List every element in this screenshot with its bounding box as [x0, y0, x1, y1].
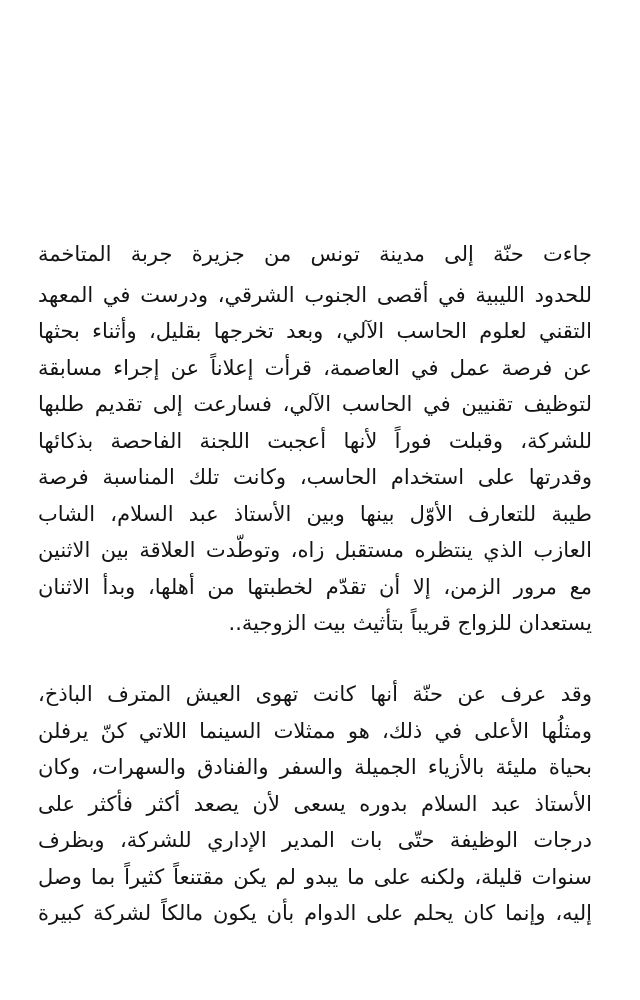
- paragraph-line: درجات الوظيفة حتّى بات المدير الإداري للشركة، وبظرف: [38, 828, 592, 852]
- paragraph-line: سنوات قليلة، ولكنه على ما يبدو لم يكن مقتنعاً كثيراً بما وصل: [38, 864, 592, 889]
- paragraph-line: عن فرصة عمل في العاصمة، قرأت إعلاناً عن إجراء مسابقة: [38, 355, 592, 380]
- paragraph-line: جاءت حنّة إلى مدينة تونس من جزيرة جربة المتاخمة: [38, 242, 592, 266]
- paragraph-line: لتوظيف تقنيين في الحاسب الآلي، فسارعت إلى تقديم طلبها: [38, 392, 592, 416]
- paragraph-line: الأستاذ عبد السلام بدوره يسعى لأن يصعد أكثر فأكثر على: [38, 791, 592, 816]
- paragraph-line: للشركة، وقبلت فوراً لأنها أعجبت اللجنة الفاحصة بذكائها: [38, 428, 592, 453]
- paragraph-line: العازب الذي ينتظره مستقبل زاه، وتوطّدت العلاقة بين الاثنين: [38, 538, 592, 562]
- paragraph-line: التقني لعلوم الحاسب الآلي، وبعد تخرجها بقليل، وأثناء بحثها: [38, 319, 592, 343]
- paragraph-line: للحدود الليبية في أقصى الجنوب الشرقي، ودرست في المعهد: [38, 282, 592, 307]
- paragraph-line: ومثلُها الأعلى في ذلك، هو ممثلات السينما اللاتي كنّ يرفلن: [38, 718, 592, 743]
- paragraph-2: [38, 676, 592, 932]
- paragraph-line: بحياة مليئة بالأزياء الجميلة والسفر والفنادق والسهرات، وكان: [38, 755, 592, 779]
- paragraph-line: يستعدان للزواج قريباً بتأثيث بيت الزوجية..: [228, 611, 592, 635]
- paragraph-1: [38, 236, 592, 642]
- paragraph-line: وقدرتها على استخدام الحاسب، وكانت تلك المناسبة فرصة: [38, 465, 592, 489]
- paragraph-line: إليه، وإنما كان يحلم على الدوام بأن يكون مالكاً لشركة كبيرة: [38, 901, 592, 925]
- paragraph-line: طيبة للتعارف الأوّل بينها وبين الأستاذ عبد السلام، الشاب: [38, 501, 592, 526]
- paragraph-line: وقد عرف عن حنّة أنها كانت تهوى العيش المترف الباذخ،: [38, 682, 592, 706]
- paragraph-line: مع مرور الزمن، إلا أن تقدّم لخطبتها من أهلها، وبدأ الاثنان: [38, 574, 592, 599]
